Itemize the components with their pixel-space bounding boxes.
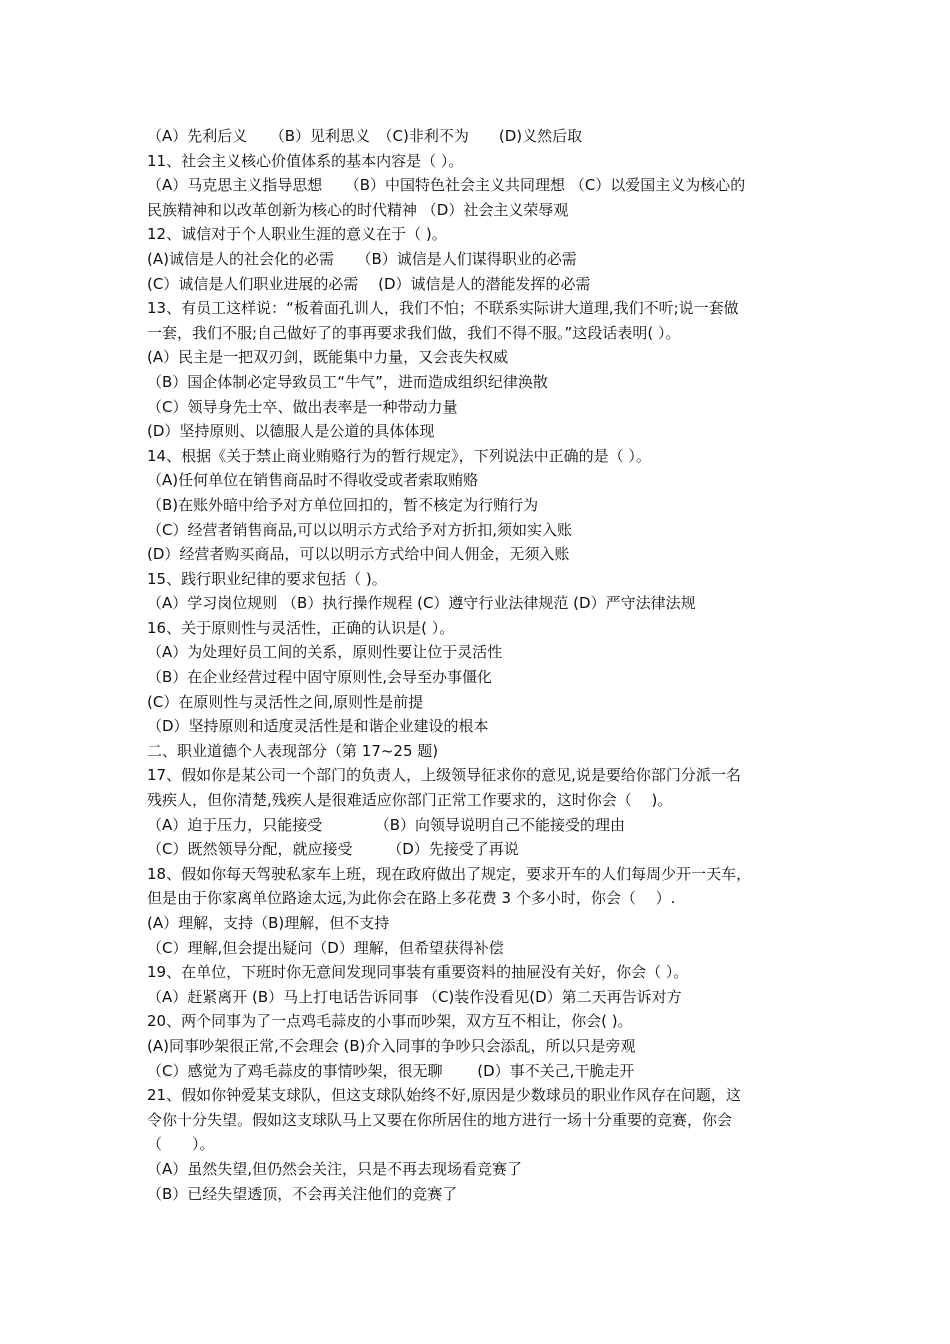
option-line: （A）马克思主义指导思想 （B）中国特色社会主义共同理想 （C）以爱国主义为核心的 xyxy=(147,176,746,195)
option-line: （C）经营者销售商品,可以以明示方式给予对方折扣,须如实入账 xyxy=(147,520,573,539)
option-line: (D）坚持原则、以德服人是公道的具体体现 xyxy=(147,422,435,441)
option-line: (C）在原则性与灵活性之间,原则性是前提 xyxy=(147,692,424,711)
option-line: （B）在企业经营过程中固守原则性,会导至办事僵化 xyxy=(147,668,493,687)
question-21: 21、假如你钟爱某支球队，但这支球队始终不好,原因是少数球员的职业作风存在问题，这 xyxy=(147,1086,741,1105)
option-line: （C）感觉为了鸡毛蒜皮的事情吵架，很无聊 (D）事不关己,干脆走开 xyxy=(147,1061,635,1080)
option-line: （A）先利后义 （B）见利思义 （C)非利不为 (D)义然后取 xyxy=(147,127,583,145)
option-line: （D）坚持原则和适度灵活性是和谐企业建设的根本 xyxy=(147,717,489,736)
option-line: （A)任何单位在销售商品时不得收受或者索取贿赂 xyxy=(147,471,479,490)
section-heading: 二、职业道德个人表现部分（第 17~25 题) xyxy=(147,741,439,760)
question-text: （ ）。 xyxy=(147,1135,215,1154)
question-text: 但是由于你家离单位路途太远,为此你会在路上多花费 3 个多小时，你会（ ）. xyxy=(147,889,676,908)
option-line: （C）既然领导分配，就应接受 （D）先接受了再说 xyxy=(147,840,519,859)
question-text: 一套，我们不服;自己做好了的事再要求我们做，我们不得不服。”这段话表明( ）。 xyxy=(147,323,681,342)
option-line: （A）赶紧离开 (B）马上打电话告诉同事 （C)装作没看见(D）第二天再告诉对方 xyxy=(147,987,682,1006)
option-line: （C）理解,但会提出疑问（D）理解，但希望获得补偿 xyxy=(147,938,504,957)
option-line: （B）国企体制必定导致员工“牛气”，进而造成组织纪律涣散 xyxy=(147,372,548,391)
question-11: 11、社会主义核心价值体系的基本内容是（ ）。 xyxy=(147,151,464,170)
option-line: （C）领导身先士卒、做出表率是一种带动力量 xyxy=(147,397,458,416)
question-16: 16、关于原则性与灵活性，正确的认识是( ）。 xyxy=(147,618,455,637)
option-line: (A）民主是一把双刃剑，既能集中力量，又会丧失权威 xyxy=(147,348,509,367)
option-line: (A)诚信是人的社会化的必需 （B）诚信是人们谋得职业的必需 xyxy=(147,249,577,268)
question-19: 19、在单位，下班时你无意间发现同事装有重要资料的抽屉没有关好，你会（ ）。 xyxy=(147,963,689,982)
question-text: 令你十分失望。假如这支球队马上又要在你所居住的地方进行一场十分重要的竞赛，你会 xyxy=(147,1110,733,1129)
option-line: （B）已经失望透顶，不会再关注他们的竞赛了 xyxy=(147,1184,458,1203)
option-line: 民族精神和以改革创新为核心的时代精神 （D）社会主义荣辱观 xyxy=(147,200,569,219)
option-line: （B)在账外暗中给予对方单位回扣的，暂不核定为行贿行为 xyxy=(147,495,539,514)
question-14: 14、根据《关于禁止商业贿赂行为的暂行规定》，下列说法中正确的是（ ）。 xyxy=(147,446,651,465)
question-13: 13、有员工这样说：“板着面孔训人，我们不怕；不联系实际讲大道理,我们不听;说一套做 xyxy=(147,299,739,318)
option-line: (A)同事吵架很正常,不会理会 (B)介入同事的争吵只会添乱，所以只是旁观 xyxy=(147,1036,636,1055)
question-text: 残疾人，但你清楚,残疾人是很难适应你部门正常工作要求的，这时你会（ )。 xyxy=(147,791,673,810)
question-18: 18、假如你每天驾驶私家车上班，现在政府做出了规定，要求开车的人们每周少开一天车， xyxy=(147,864,752,883)
option-line: （A）为处理好员工间的关系，原则性要让位于灵活性 xyxy=(147,643,503,662)
option-line: （A）迫于压力，只能接受 （B）向领导说明自己不能接受的理由 xyxy=(147,815,626,834)
option-line: (D）经营者购买商品，可以以明示方式给中间人佣金，无须入账 xyxy=(147,545,570,564)
question-20: 20、两个同事为了一点鸡毛蒜皮的小事而吵架，双方互不相让，你会( )。 xyxy=(147,1012,633,1031)
option-line: （A）虽然失望,但仍然会关注，只是不再去现场看竞赛了 xyxy=(147,1159,523,1178)
option-line: （A）学习岗位规则 （B）执行操作规程 (C）遵守行业法律规范 (D）严守法律法规 xyxy=(147,594,696,613)
option-line: (A）理解，支持（B)理解，但不支持 xyxy=(147,914,390,932)
document-body xyxy=(147,124,817,1206)
option-line: (C）诚信是人们职业进展的必需 (D）诚信是人的潜能发挥的必需 xyxy=(147,274,591,293)
question-15: 15、践行职业纪律的要求包括（ )。 xyxy=(147,569,387,588)
question-12: 12、诚信对于个人职业生涯的意义在于（ )。 xyxy=(147,225,447,244)
question-17: 17、假如你是某公司一个部门的负责人，上级领导征求你的意见,说是要给你部门分派一名 xyxy=(147,766,741,785)
